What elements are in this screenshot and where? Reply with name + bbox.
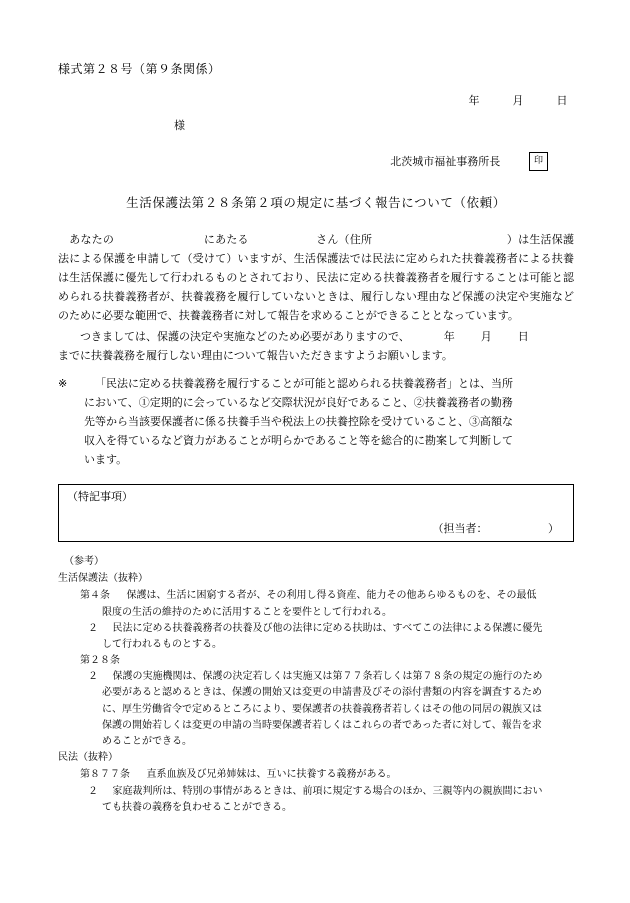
paragraph-2-part2: までに扶養義務を履行しない理由について報告いただきますようお願いします。 — [58, 349, 453, 362]
article-label: ２ — [88, 785, 98, 797]
addressee-honorific: 様 — [174, 119, 185, 132]
article-line: ても扶養の義務を負わせることができる。 — [102, 801, 292, 813]
note-line: 先等から当該要保護者に係る扶養手当や税法上の扶養控除を受けていること、③高額な — [84, 416, 513, 429]
article-label: ２ — [88, 671, 98, 683]
law-name: 民法（抜粋） — [58, 752, 118, 764]
paragraph-2 — [58, 328, 574, 366]
issuer-line — [58, 153, 574, 172]
date-month: 月 — [512, 94, 524, 107]
article-label: ２ — [88, 622, 98, 634]
note-line: において、①定期的に会っているなど交際状況が良好であること、②扶養義務者の勤務 — [84, 397, 513, 410]
note-body — [84, 375, 574, 470]
article-line: 直系血族及び兄弟姉妹は、互いに扶養する義務がある。 — [146, 769, 397, 781]
article-line: 家庭裁判所は、特別の事情があるときは、前項に規定する場合のほか、三親等内の親族間におい — [112, 785, 543, 797]
date-day: 日 — [556, 94, 568, 107]
paragraph-2-day: 日 — [517, 330, 529, 343]
reference-section — [58, 554, 574, 816]
paragraph-1: あなたの にあたる さん（住所 ）は生活保護法による保護を申請して（受けて）いますが、生活保護法では民法に定められた扶養義務者による扶養は生活保護に優先して行われるものとされており、民法に定める扶養義務者を履行することは可能と認められる扶養義務者が、扶養義務を履行していないときは、履行しない理由など保護の決定や実施などのために必要な範囲で、扶養義務者に対して報告を求めることができることとなっています。 — [58, 234, 574, 322]
article-label: 第２８条 — [80, 655, 120, 667]
article-label: 第８７７条 — [80, 769, 130, 781]
note-mark: ※ — [58, 378, 68, 391]
date-line — [58, 93, 574, 110]
article-label: 第４条 — [80, 590, 110, 602]
document-body — [58, 60, 574, 816]
article-line: 保護は、生活に困窮する者が、その利用し得る資産、能力その他あらゆるものを、その最低 — [126, 590, 537, 602]
paragraph-2-year: 年 — [443, 330, 455, 343]
article-line: 民法に定める扶養義務者の扶養及び他の法律に定める扶助は、すべてこの法律による保護に優先 — [112, 622, 543, 634]
law-article — [88, 669, 574, 750]
law-article — [80, 767, 574, 783]
note-line: います。 — [84, 454, 128, 467]
paragraph-2-part1: つきましては、保護の決定や実施などのため必要がありますので、 — [69, 330, 410, 343]
law-article — [88, 784, 574, 816]
article-line: 保護の実施機関は、保護の決定若しくは実施又は第７７条若しくは第７８条の規定の施行のため — [112, 671, 543, 683]
article-line: 限度の生活の維持のために活用することを要件として行われる。 — [102, 606, 392, 618]
law-article — [80, 653, 574, 669]
article-line: めることができる。 — [102, 736, 192, 747]
date-year: 年 — [468, 94, 480, 107]
reference-head: （参考） — [64, 555, 104, 567]
law-article — [88, 621, 574, 653]
person-in-charge-field[interactable]: （担当者： ） — [432, 522, 559, 535]
note-line: 「民法に定める扶養義務を履行することが可能と認められる扶養義務者」とは、当所 — [95, 378, 513, 391]
note-line: 収入を得ているなど資力があることが明らかであること等を総合的に勘案して判断して — [84, 435, 513, 448]
special-notes-box[interactable] — [58, 484, 574, 542]
special-notes-label: （特記事項） — [67, 490, 133, 503]
seal-icon: 印 — [529, 152, 548, 171]
article-line: 必要があると認めるときは、保護の開始又は変更の申請書及びその添付書類の内容を調査するため — [102, 687, 542, 699]
form-number: 様式第２８号（第９条関係） — [58, 62, 221, 76]
article-line: に、厚生労働省令で定めるところにより、要保護者の扶養義務者若しくはその他の同居の親族又は — [102, 703, 542, 715]
law-article — [80, 588, 574, 620]
paragraph-2-month: 月 — [480, 330, 492, 343]
page-title: 生活保護法第２８条第２項の規定に基づく報告について（依頼） — [126, 195, 506, 210]
note-block — [58, 375, 574, 470]
article-line: 保護の開始若しくは変更の申請の当時要保護者若しくはこれらの者であった者に対して、報告を求 — [102, 719, 542, 731]
article-line: して行われるものとする。 — [102, 638, 222, 650]
law-name: 生活保護法（抜粋） — [58, 573, 148, 585]
issuer-name: 北茨城市福祉事務所長 — [390, 155, 501, 168]
